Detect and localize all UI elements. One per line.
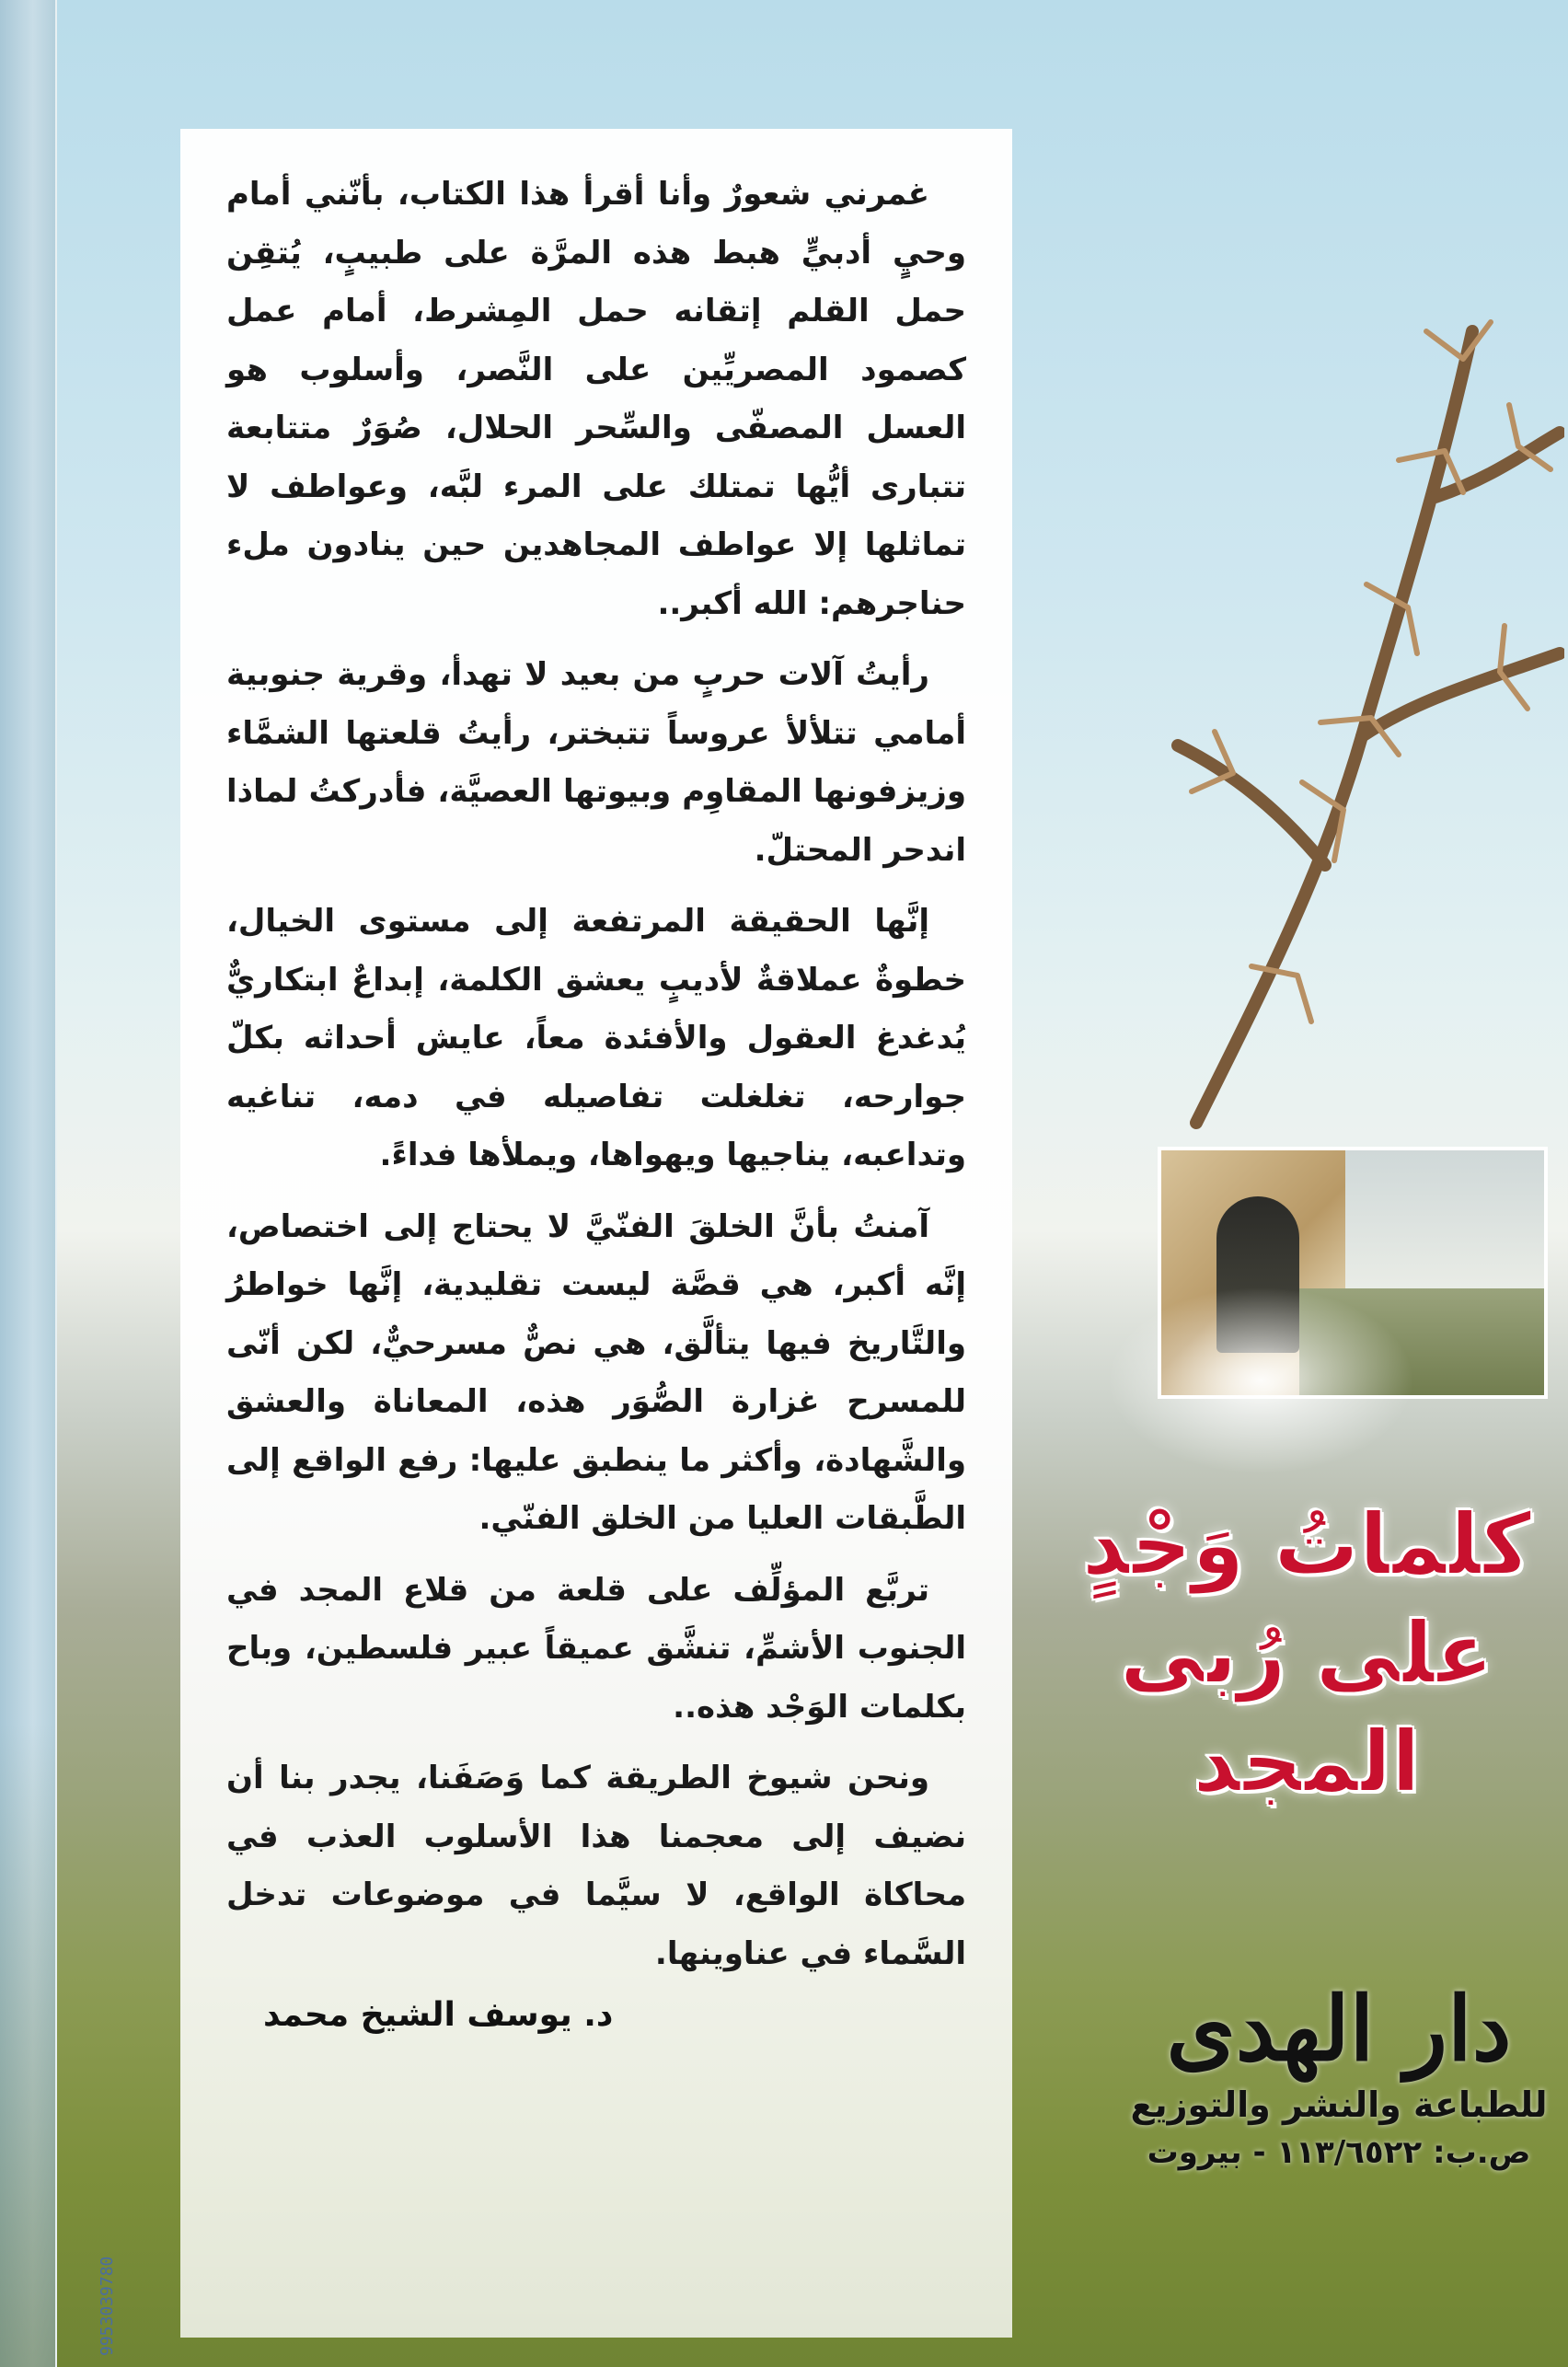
blurb-paragraph-4: آمنتُ بأنَّ الخلقَ الفنّيَّ لا يحتاج إلى اختصاص، إنَّه أكبر، هي قصَّة ليست تقليدية، إنَّها خواطرُ والتَّاريخ فيها يتألَّق، هي نصٌّ مسرحيٌّ، لكن أنّى للمسرح غزارة الصُّوَر هذه، المعاناة والعشق والشَّهادة، وأكثر ما ينطبق عليها: رفع الواقع إلى الطَّبقات العليا من الخلق الفنّي.: [226, 1207, 966, 1537]
book-title-line-2: على رُبى المجد: [1119, 1604, 1494, 1811]
book-title-line-1: كلماتُ وَجْدٍ: [1081, 1495, 1532, 1594]
isbn-number: 9953039780: [98, 2256, 117, 2356]
light-flare: [1095, 1279, 1426, 1482]
blurb-paragraph-5: تربَّع المؤلِّف على قلعة من قلاع المجد في الجنوب الأشمِّ، تنشَّق عميقاً عبير فلسطين، وباح بكلمات الوَجْد هذه..: [226, 1571, 966, 1726]
book-spine: [0, 0, 57, 2367]
blurb-text: [226, 166, 966, 1983]
photo-sky: [1345, 1150, 1548, 1288]
publisher-address: ص.ب: ١١٣/٦٥٢٢ - بيروت: [1147, 2134, 1531, 2171]
blurb-paragraph-1: غمرني شعورٌ وأنا أقرأ هذا الكتاب، بأنّني أمام وحيٍ أدبيٍّ هبط هذه المرَّة على طبيبٍ، يُتقِن حمل القلم إتقانه حمل المِشرط، أمام عمل كصمود المصريِّين على النَّصر، وأسلوب هو العسل المصفّى والسِّحر الحلال، صُوَرٌ متتابعة تتبارى أيُّها تمتلك على المرء لبَّه، وعواطف لا تماثلها إلا عواطف المجاهدين حين ينادون ملء حناجرهم: الله أكبر..: [226, 176, 966, 622]
publisher-block: [1123, 1979, 1555, 2176]
publisher-logo: دار الهدى: [1166, 1977, 1512, 2081]
blurb-panel: [180, 129, 1012, 2338]
blurb-paragraph-3: إنَّها الحقيقة المرتفعة إلى مستوى الخيال، خطوةٌ عملاقةٌ لأديبٍ يعشق الكلمة، إبداعٌ ابتكاريٌّ يُدغدغ العقول والأفئدة معاً، عايش أحداثه بكلّ جوارحه، تغلغلت تفاصيله في دمه، تناغيه وتداعبه، يناجيها ويهواها، ويملأها فداءً.: [226, 903, 966, 1173]
barbed-wire-illustration: [1086, 221, 1564, 1141]
book-title: [1058, 1491, 1555, 1817]
blurb-paragraph-6: ونحن شيوخ الطريقة كما وَصَفَنا، يجدر بنا أن نضيف إلى معجمنا هذا الأسلوب العذب في محاكاة الواقع، لا سيَّما في موضوعات تدخل السَّماء في عناوينها.: [226, 1760, 966, 1972]
author-signature: د. يوسف الشيخ محمد: [263, 1996, 614, 2034]
publisher-subtitle: للطباعة والنشر والتوزيع: [1130, 2084, 1548, 2125]
spine-shading: [0, 1723, 55, 2367]
blurb-paragraph-2: رأيتُ آلات حربٍ من بعيد لا تهدأ، وقرية جنوبية أمامي تتلألأ عروساً تتبختر، رأيتُ قلعتها الشمَّاء وزيزفونها المقاوِم وبيوتها العصيَّة، فأدركتُ لماذا اندحر المحتلّ.: [226, 656, 966, 869]
